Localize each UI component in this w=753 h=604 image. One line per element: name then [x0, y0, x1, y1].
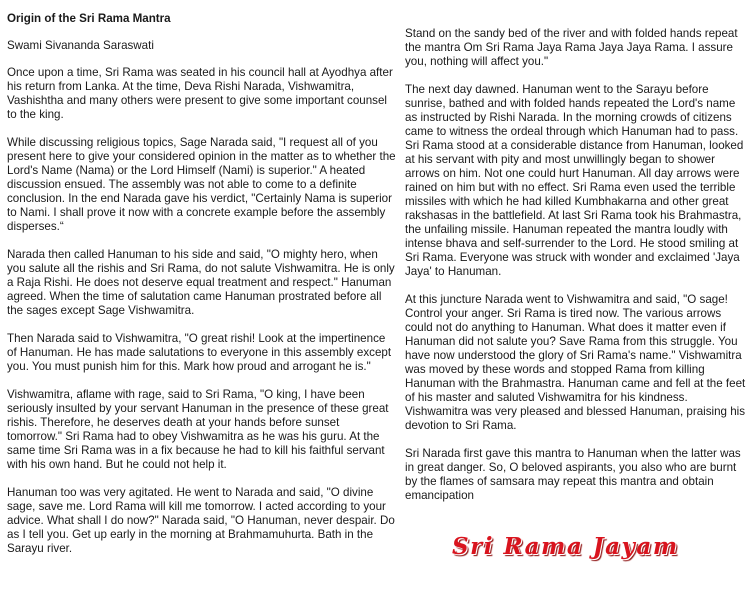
- left-paragraph: Narada then called Hanuman to his side and said, "O mighty hero, when you salute all the rishis and Sri Rama, do not salute Vishwamitra. He is only a Raja Rishi. He does not deserve equal treatment and respect." Hanuman agreed. When the time of salutation came Hanuman prostrated before all the sages except Sage Vishwamitra.: [7, 248, 395, 317]
- right-paragraph: The next day dawned. Hanuman went to the Sarayu before sunrise, bathed and with folded hands repeated the Lord's name as instructed by Rishi Narada. In the morning crowds of citizens came to witness the ordeal through which Hanuman had to pass. Sri Rama stood at a considerable distance from Hanuman, looked at his servant with pity and most unwillingly began to shower arrows on him. Not one could hurt Hanuman. All day arrows were rained on him but with no effect. Sri Rama even used the terrible missiles with which he had killed Kumbhakarna and other great rakshasas in the battlefield. At last Sri Rama took his Brahmastra, the unfailing missile. Hanuman repeated the mantra loudly with intense bhava and self-surrender to the Lord. He stood smiling at Sri Rama. Everyone was struck with wonder and exclaimed 'Jaya Jaya' to Hanuman.: [405, 83, 744, 278]
- right-paragraph: At this juncture Narada went to Vishwamitra and said, "O sage! Control your anger. Sri Rama is tired now. The various arrows could not do anything to Hanuman. What does it matter even if Hanuman did not salute you? Save Rama from this struggle. You have now understood the glory of Sri Rama's name." Vishwamitra was moved by these words and stopped Rama from killing Hanuman with the Brahmastra. Hanuman came and fell at the feet of his master and saluted Vishwamitra for his kindness. Vishwamitra was very pleased and blessed Hanuman, praising his devotion to Sri Rama.: [405, 293, 746, 432]
- right-paragraph: Sri Narada first gave this mantra to Hanuman when the latter was in great danger. So, O beloved aspirants, you also who are burnt by the flames of samsara may repeat this mantra and obtain emancipation: [405, 447, 741, 502]
- sri-rama-jayam-banner: Sri Rama Jayam: [452, 533, 679, 560]
- article-author: Swami Sivananda Saraswati: [7, 39, 154, 52]
- right-paragraph: Stand on the sandy bed of the river and with folded hands repeat the mantra Om Sri Rama Jaya Rama Jaya Jaya Rama. I assure you, nothing will affect you.": [405, 27, 738, 68]
- left-paragraph: While discussing religious topics, Sage Narada said, "I request all of you present here to give your considered opinion in the matter as to whether the Lord's Name (Nama) or the Lord Himself (Nami) is superior." A heated discussion ensued. The assembly was not able to come to a definite conclusion. In the end Narada gave his verdict, "Certainly Nama is superior to Nami. I shall prove it now with a concrete example before the assembly disperses.“: [7, 136, 396, 233]
- left-column: [7, 0, 397, 570]
- left-paragraph: Vishwamitra, aflame with rage, said to Sri Rama, "O king, I have been seriously insulted by your servant Hanuman in the presence of these great rishis. Therefore, he deserves death at your hands before sunset tomorrow." Sri Rama had to obey Vishwamitra as he was his guru. At the same time Sri Rama was in a fix because he had to kill his faithful servant with his own hand. But he could not help it.: [7, 388, 389, 471]
- left-paragraph: Hanuman too was very agitated. He went to Narada and said, "O divine sage, save me. Lord Rama will kill me tomorrow. I acted according to your advice. What shall I do now?" Narada said, "O Hanuman, never despair. Do as I tell you. Get up early in the morning at Brahmamuhurta. Bath in the Sarayu river.: [7, 486, 395, 555]
- left-paragraph: Then Narada said to Vishwamitra, "O great rishi! Look at the impertinence of Hanuman. He has made salutations to everyone in this assembly except you. You must punish him for this. Mark how proud and arrogant he is.": [7, 332, 392, 373]
- left-paragraph: Once upon a time, Sri Rama was seated in his council hall at Ayodhya after his return from Lanka. At the time, Deva Rishi Narada, Vishwamitra, Vashishtha and many others were present to give some important counsel to the king.: [7, 66, 393, 121]
- right-column: [405, 0, 750, 517]
- article-title: Origin of the Sri Rama Mantra: [7, 12, 171, 25]
